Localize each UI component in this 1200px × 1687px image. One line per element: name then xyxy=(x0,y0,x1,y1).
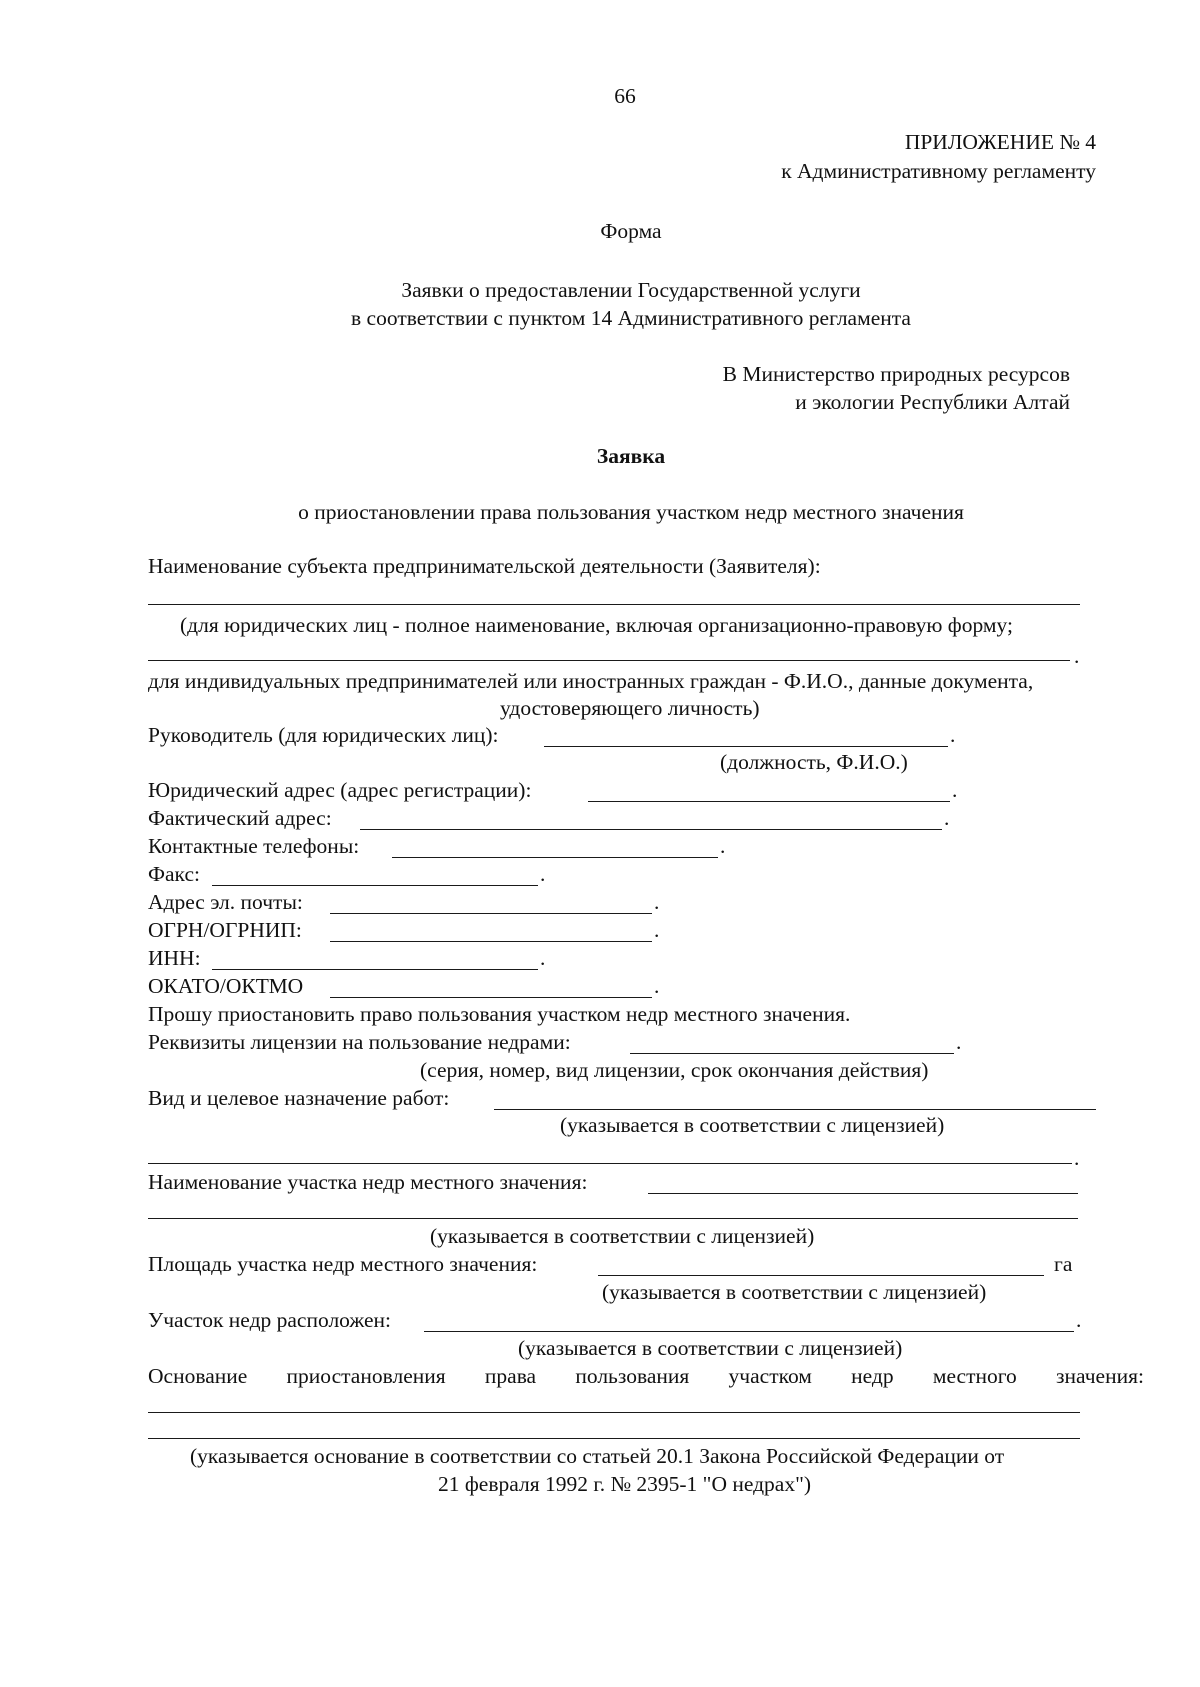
inn-field[interactable] xyxy=(212,969,538,970)
fax-field[interactable] xyxy=(212,885,538,886)
phones-field[interactable] xyxy=(392,857,718,858)
area-unit: га xyxy=(1054,1252,1073,1276)
location-hint: (указывается в соответствии с лицензией) xyxy=(518,1336,903,1360)
inn-label: ИНН: xyxy=(148,946,201,970)
applicant-field[interactable] xyxy=(148,604,1080,605)
plot-name-label: Наименование участка недр местного значения: xyxy=(148,1170,588,1194)
area-field[interactable] xyxy=(598,1275,1044,1276)
legal-address-label: Юридический адрес (адрес регистрации): xyxy=(148,778,532,802)
field-terminator-period: . xyxy=(540,946,546,970)
individual-hint-line1: для индивидуальных предпринимателей или иностранных граждан - Ф.И.О., данные документа, xyxy=(148,669,1034,693)
field-terminator-period: . xyxy=(1074,644,1080,668)
area-hint: (указывается в соответствии с лицензией) xyxy=(602,1280,987,1304)
license-hint: (серия, номер, вид лицензии, срок окончания действия) xyxy=(420,1058,929,1082)
works-field[interactable] xyxy=(494,1109,1096,1110)
fax-label: Факс: xyxy=(148,862,200,886)
request-text: Прошу приостановить право пользования участком недр местного значения. xyxy=(148,1002,851,1026)
okato-label: ОКАТО/ОКТМО xyxy=(148,974,304,998)
area-label: Площадь участка недр местного значения: xyxy=(148,1252,538,1276)
basis-hint-line1: (указывается основание в соответствии со статьей 20.1 Закона Российской Федерации от xyxy=(190,1444,1005,1468)
application-title: Заявка xyxy=(596,444,666,468)
addressee-line1: В Министерство природных ресурсов xyxy=(722,362,1070,386)
field-terminator-period: . xyxy=(950,723,956,747)
actual-address-field[interactable] xyxy=(360,829,942,830)
basis-hint-line2: 21 февраля 1992 г. № 2395-1 "О недрах") xyxy=(438,1472,812,1496)
application-subject: о приостановлении права пользования участком недр местного значения xyxy=(298,500,964,524)
legal-entity-hint: (для юридических лиц - полное наименование, включая организационно-правовую форму; xyxy=(180,613,1013,637)
license-field[interactable] xyxy=(630,1053,954,1054)
field-terminator-period: . xyxy=(654,918,660,942)
form-title-line1: Заявки о предоставлении Государственной услуги xyxy=(401,278,861,302)
applicant-details-field[interactable] xyxy=(148,660,1070,661)
email-field[interactable] xyxy=(330,913,652,914)
field-terminator-period: . xyxy=(654,974,660,998)
head-hint: (должность, Ф.И.О.) xyxy=(720,750,908,774)
field-terminator-period: . xyxy=(956,1030,962,1054)
field-terminator-period: . xyxy=(1076,1308,1082,1332)
field-terminator-period: . xyxy=(952,778,958,802)
head-label: Руководитель (для юридических лиц): xyxy=(148,723,499,747)
appendix-title: ПРИЛОЖЕНИЕ № 4 xyxy=(904,130,1096,154)
basis-field-continued[interactable] xyxy=(148,1438,1080,1439)
applicant-label: Наименование субъекта предпринимательской деятельности (Заявителя): xyxy=(148,554,821,578)
plot-name-field[interactable] xyxy=(648,1193,1078,1194)
email-label: Адрес эл. почты: xyxy=(148,890,303,914)
ogrn-field[interactable] xyxy=(330,941,652,942)
works-hint: (указывается в соответствии с лицензией) xyxy=(560,1113,945,1137)
addressee-line2: и экологии Республики Алтай xyxy=(795,390,1070,414)
basis-field[interactable] xyxy=(148,1412,1080,1413)
page-number: 66 xyxy=(614,84,636,108)
phones-label: Контактные телефоны: xyxy=(148,834,360,858)
legal-address-field[interactable] xyxy=(588,801,950,802)
basis-label: Основание приостановления права пользования участком недр местного значения: xyxy=(148,1364,1144,1388)
license-label: Реквизиты лицензии на пользование недрами: xyxy=(148,1030,571,1054)
head-field[interactable] xyxy=(544,746,948,747)
location-field[interactable] xyxy=(424,1331,1074,1332)
individual-hint-line2: удостоверяющего личность) xyxy=(500,696,760,720)
okato-field[interactable] xyxy=(330,997,652,998)
actual-address-label: Фактический адрес: xyxy=(148,806,332,830)
location-label: Участок недр расположен: xyxy=(148,1308,391,1332)
field-terminator-period: . xyxy=(720,834,726,858)
field-terminator-period: . xyxy=(944,806,950,830)
appendix-subtitle: к Административному регламенту xyxy=(781,159,1096,183)
works-label: Вид и целевое назначение работ: xyxy=(148,1086,450,1110)
field-terminator-period: . xyxy=(540,862,546,886)
ogrn-label: ОГРН/ОГРНИП: xyxy=(148,918,302,942)
plot-name-field-continued[interactable] xyxy=(148,1218,1078,1219)
field-terminator-period: . xyxy=(1074,1146,1080,1170)
form-title-line2: в соответствии с пунктом 14 Административного регламента xyxy=(351,306,911,330)
works-field-continued[interactable] xyxy=(148,1163,1072,1164)
field-terminator-period: . xyxy=(654,890,660,914)
plot-name-hint: (указывается в соответствии с лицензией) xyxy=(430,1224,815,1248)
form-label: Форма xyxy=(600,219,662,243)
